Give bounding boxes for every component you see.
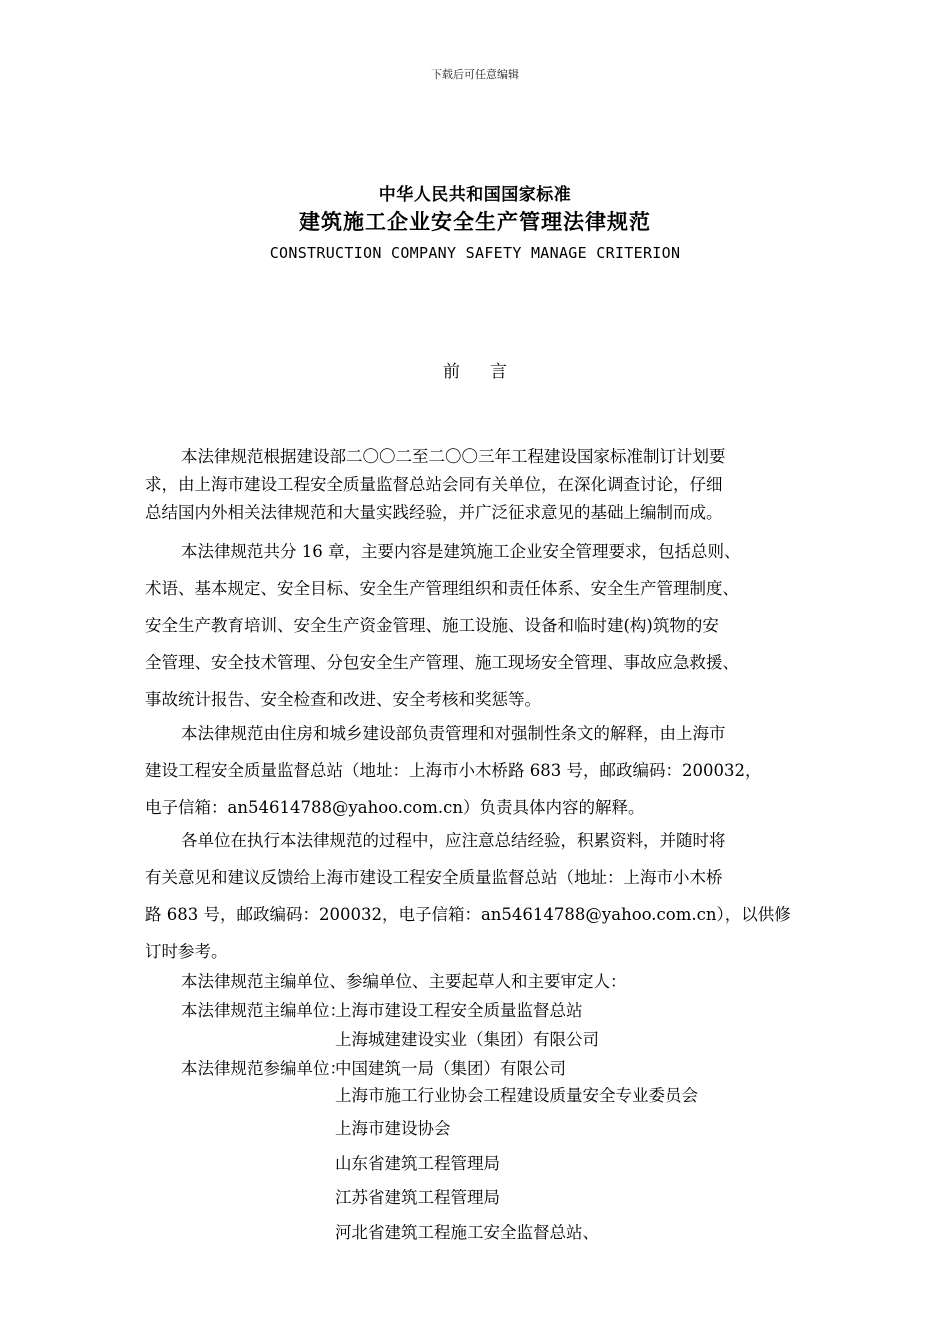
text-line: 建设工程安全质量监督总站（地址：上海市小木桥路 683 号，邮政编码：200032， [145, 761, 762, 780]
co-unit: 山东省建筑工程管理局 [335, 1154, 500, 1173]
text-line: 订时参考。 [145, 942, 228, 961]
text-line: 安全生产教育培训、安全生产资金管理、施工设施、设备和临时建(构)筑物的安 [145, 616, 719, 635]
text-line: 路 683 号，邮政编码：200032，电子信箱：an54614788@yahoo.com.cn），以供修 [145, 905, 791, 924]
preface-heading: 前言 [443, 362, 537, 382]
text-line: 求，由上海市建设工程安全质量监督总站会同有关单位，在深化调查讨论，仔细 [145, 475, 723, 494]
units-intro: 本法律规范主编单位、参编单位、主要起草人和主要审定人： [181, 972, 627, 991]
header-note: 下载后可任意编辑 [431, 68, 519, 81]
chief-unit-label: 本法律规范主编单位： [181, 1001, 346, 1020]
document-title: 建筑施工企业安全生产管理法律规范 [299, 210, 651, 234]
co-unit: 中国建筑一局（集团）有限公司 [335, 1059, 566, 1078]
co-unit: 上海市建设协会 [335, 1119, 451, 1138]
text-line: 术语、基本规定、安全目标、安全生产管理组织和责任体系、安全生产管理制度、 [145, 579, 739, 598]
english-title: CONSTRUCTION COMPANY SAFETY MANAGE CRITERION [269, 244, 681, 262]
co-unit: 河北省建筑工程施工安全监督总站、 [335, 1223, 599, 1242]
paragraph-4 [145, 822, 845, 970]
paragraph-3 [145, 715, 845, 826]
co-unit: 上海市施工行业协会工程建设质量安全专业委员会 [335, 1086, 698, 1105]
co-unit: 江苏省建筑工程管理局 [335, 1188, 500, 1207]
text-line: 各单位在执行本法律规范的过程中，应注意总结经验，积累资料，并随时将 [181, 831, 726, 850]
text-line: 事故统计报告、安全检查和改进、安全考核和奖惩等。 [145, 690, 541, 709]
chief-unit: 上海市建设工程安全质量监督总站 [335, 1001, 583, 1020]
text-line: 总结国内外相关法律规范和大量实践经验，并广泛征求意见的基础上编制而成。 [145, 503, 723, 522]
text-line: 本法律规范由住房和城乡建设部负责管理和对强制性条文的解释，由上海市 [181, 724, 726, 743]
text-line: 本法律规范根据建设部二〇〇二至二〇〇三年工程建设国家标准制订计划要 [181, 447, 726, 466]
co-unit-label: 本法律规范参编单位： [181, 1059, 346, 1078]
standard-title: 中华人民共和国国家标准 [378, 185, 572, 205]
text-line: 电子信箱：an54614788@yahoo.com.cn）负责具体内容的解释。 [145, 798, 645, 817]
text-line: 有关意见和建议反馈给上海市建设工程安全质量监督总站（地址：上海市小木桥 [145, 868, 723, 887]
text-line: 全管理、安全技术管理、分包安全生产管理、施工现场安全管理、事故应急救援、 [145, 653, 739, 672]
paragraph-2 [145, 533, 845, 718]
paragraph-1 [145, 443, 845, 527]
text-line: 本法律规范共分 16 章，主要内容是建筑施工企业安全管理要求，包括总则、 [181, 542, 741, 561]
chief-unit: 上海城建建设实业（集团）有限公司 [335, 1030, 599, 1049]
